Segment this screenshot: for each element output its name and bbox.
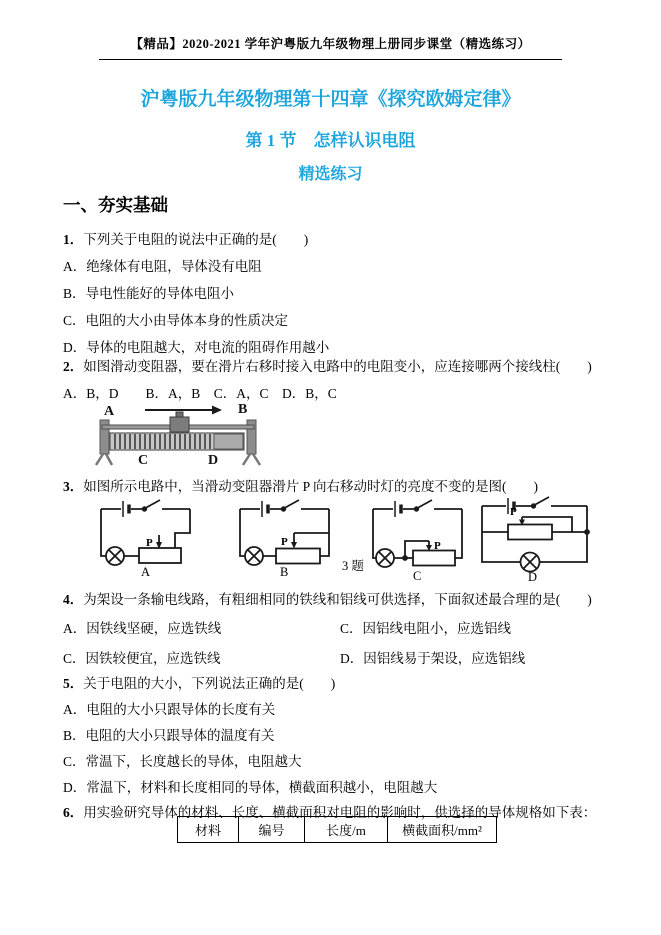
question-5-number: 5．	[63, 676, 84, 691]
slider-p-label: P	[281, 536, 288, 548]
circuit-a-icon	[93, 495, 198, 579]
q2-options-line: A．B，D B．A，B C．A，C D．B，C	[63, 386, 337, 401]
question-2	[63, 355, 592, 375]
q4-option-c1: C．因铝线电阻小，应选铝线	[340, 621, 512, 636]
q1-option-d: D．导体的电阻越大，对电流的阻碍作用越小	[63, 340, 330, 355]
col-header-cross-section: 横截面积/mm²	[388, 817, 497, 843]
q1-option-c: C．电阻的大小由导体本身的性质决定	[63, 313, 289, 328]
col-header-length: 长度/m	[305, 817, 388, 843]
terminal-c-label: C	[138, 453, 149, 468]
q4-option-a: A．因铁线坚硬，应选铁线	[63, 621, 222, 636]
q5-option-b: B．电阻的大小只跟导体的温度有关	[63, 728, 275, 743]
circuit-figure-c	[365, 495, 470, 588]
circuit-b-label: B	[280, 565, 289, 579]
question-1-text: 下列关于电阻的说法中正确的是( )	[83, 232, 309, 247]
circuit-d-label: D	[528, 570, 538, 584]
q5-option-d: D．常温下，材料和长度相同的导体，横截面积越小，电阻越大	[63, 780, 438, 795]
terminal-b-label: B	[238, 402, 248, 417]
slider-p-label: P	[146, 537, 153, 549]
question-3	[63, 475, 538, 495]
subtitle: 精选练习	[298, 166, 363, 183]
q5-option-c: C．常温下，长度越长的导体，电阻越大	[63, 754, 302, 769]
question-6-text: 用实验研究导体的材料、长度、横截面积对电阻的影响时，供选择的导体规格如下表：	[83, 805, 597, 820]
question-3-text: 如图所示电路中，当滑动变阻器滑片 P 向右移动时灯的亮度不变的是图( )	[83, 479, 538, 494]
circuit-d-icon	[472, 492, 597, 584]
question-6-number: 6．	[63, 805, 84, 820]
slider-p-label: P	[510, 506, 517, 518]
q4-option-c2: C．因铁较便宜，应选铁线	[63, 651, 221, 666]
circuit-c-label: C	[413, 569, 422, 583]
col-header-material: 材料	[178, 817, 239, 843]
question-1	[63, 228, 308, 248]
rheostat-symbol-icon	[139, 548, 181, 563]
question-3-number: 3．	[63, 479, 84, 494]
question-5	[63, 672, 335, 692]
question-1-number: 1．	[63, 232, 84, 247]
document-header	[99, 34, 562, 60]
rheostat-icon	[92, 398, 272, 470]
rheostat-symbol-icon	[508, 525, 552, 540]
part-heading: 一、夯实基础	[63, 195, 168, 215]
terminal-d-label: D	[208, 453, 219, 468]
rheostat-symbol-icon	[276, 549, 320, 564]
question-2-number: 2．	[63, 359, 84, 374]
terminal-a-label: A	[104, 404, 115, 419]
rheostat-slider	[170, 412, 189, 432]
section-title: 第 1 节 怎样认识电阻	[245, 131, 416, 150]
circuit-figure-b	[232, 495, 337, 584]
figure-caption: 3 题	[342, 559, 364, 573]
question-4	[63, 588, 592, 608]
col-header-number: 编号	[239, 817, 305, 843]
question-2-text: 如图滑动变阻器，要在滑片右移时接入电路中的电阻变小，应连接哪两个接线柱( )	[83, 359, 592, 374]
q4-option-d: D．因铝线易于架设，应选铝线	[340, 651, 526, 666]
junction-dot	[585, 530, 589, 534]
table-header-row	[178, 817, 497, 843]
rheostat-figure	[92, 398, 272, 475]
document-header-text: 【精品】2020-2021 学年沪粤版九年级物理上册同步课堂（精选练习）	[130, 37, 531, 51]
circuit-figure-a	[93, 495, 198, 584]
q1-option-b: B．导电性能好的导体电阻小	[63, 286, 235, 301]
q1-option-a: A．绝缘体有电阻，导体没有电阻	[63, 259, 262, 274]
circuit-c-icon	[365, 495, 470, 583]
junction-dot	[403, 556, 407, 560]
question-4-number: 4．	[63, 592, 84, 607]
rheostat-coil	[110, 433, 244, 450]
circuit-a-label: A	[141, 565, 151, 579]
circuit-figure-d	[472, 492, 597, 589]
circuit-b-icon	[232, 495, 337, 579]
question-4-text: 为架设一条输电线路，有粗细相同的铁线和铝线可供选择，下面叙述最合理的是( )	[83, 592, 592, 607]
conductor-spec-table	[177, 816, 497, 843]
chapter-title: 沪粤版九年级物理第十四章《探究欧姆定律》	[140, 89, 521, 110]
q5-option-a: A．电阻的大小只跟导体的长度有关	[63, 702, 276, 717]
question-5-text: 关于电阻的大小，下列说法正确的是( )	[83, 676, 336, 691]
rheostat-symbol-icon	[413, 551, 455, 566]
slider-p-label: P	[434, 540, 441, 552]
